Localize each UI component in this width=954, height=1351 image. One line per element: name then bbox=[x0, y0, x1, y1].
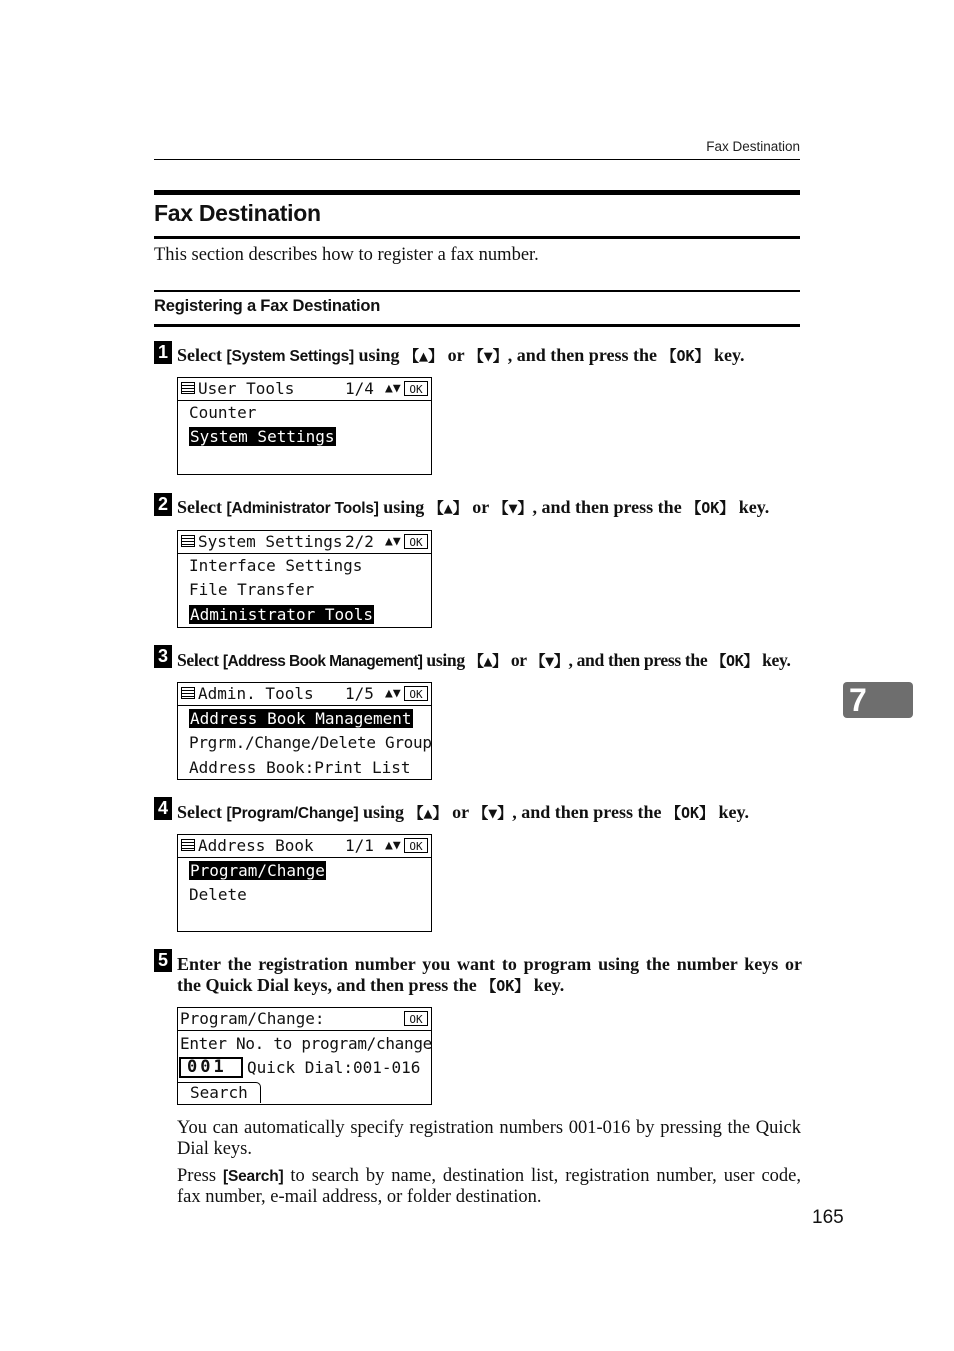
up-down-arrow-icon: ▲▼ bbox=[385, 534, 401, 549]
lcd-title: Admin. Tools bbox=[198, 684, 314, 703]
ok-key: 【OK】 bbox=[481, 977, 530, 995]
lcd-header bbox=[178, 683, 431, 706]
document-icon bbox=[181, 382, 195, 394]
document-icon bbox=[181, 535, 195, 547]
lcd-menu-item[interactable]: Counter bbox=[189, 403, 257, 422]
ok-key: 【OK】 bbox=[661, 347, 710, 365]
lcd-ok-button[interactable]: OK bbox=[404, 381, 428, 396]
up-key: 【▲】 bbox=[408, 804, 448, 822]
section-top-rule bbox=[154, 190, 800, 195]
menu-keyword: [System Settings] bbox=[226, 348, 355, 365]
down-key: 【▼】 bbox=[473, 804, 513, 822]
lcd-ok-button[interactable]: OK bbox=[404, 838, 428, 853]
lcd-menu-item-selected[interactable]: Administrator Tools bbox=[190, 605, 374, 624]
document-icon bbox=[181, 839, 195, 851]
up-key: 【▲】 bbox=[428, 499, 468, 517]
search-keyword: [Search] bbox=[223, 1168, 284, 1185]
subsection-title: Registering a Fax Destination bbox=[154, 297, 381, 315]
step-number: 4 bbox=[154, 797, 172, 820]
note-paragraph: Press [Search] to search by name, destination list, registration number, user code, fax number, e-mail address, or folder destination. bbox=[177, 1166, 802, 1207]
up-down-arrow-icon: ▲▼ bbox=[385, 686, 401, 701]
step-number: 2 bbox=[154, 493, 172, 516]
lcd-menu-item[interactable]: File Transfer bbox=[189, 580, 315, 599]
quick-dial-range: Quick Dial:001-016 bbox=[247, 1058, 421, 1077]
lcd-menu-item[interactable]: Address Book:Print List bbox=[189, 758, 411, 777]
step-number: 5 bbox=[154, 949, 172, 972]
lcd-ok-button[interactable]: OK bbox=[404, 534, 428, 549]
registration-number-field[interactable]: 001 bbox=[179, 1057, 243, 1078]
section-intro: This section describes how to register a fax number. bbox=[154, 245, 539, 265]
page-number: 165 bbox=[812, 1207, 844, 1228]
lcd-screen bbox=[177, 1007, 432, 1105]
ok-key: 【OK】 bbox=[665, 804, 715, 822]
lcd-menu-item[interactable]: Interface Settings bbox=[189, 556, 363, 575]
down-key: 【▼】 bbox=[493, 499, 533, 517]
lcd-page-indicator: 2/2 bbox=[345, 532, 374, 551]
step-instruction: Enter the registration number you want to program using the number keys or the Quick Dial keys, and then press the 【OK】 key. bbox=[177, 954, 802, 995]
lcd-prompt: Enter No. to program/change bbox=[180, 1034, 432, 1053]
down-key: 【▼】 bbox=[530, 652, 569, 670]
lcd-menu-item[interactable]: Delete bbox=[189, 885, 247, 904]
section-title: Fax Destination bbox=[154, 200, 321, 226]
lcd-title: User Tools bbox=[198, 379, 295, 398]
menu-keyword: [Administrator Tools] bbox=[226, 500, 379, 517]
up-key: 【▲】 bbox=[404, 347, 444, 365]
step-instruction: Select [Address Book Management] using 【▲】 or 【▼】, and then press the 【OK】 key. bbox=[177, 650, 791, 670]
chapter-tab: 7 bbox=[843, 682, 913, 718]
step-instruction: Select [Program/Change] using 【▲】 or 【▼】, and then press the 【OK】 key. bbox=[177, 802, 750, 822]
ok-key: 【OK】 bbox=[686, 499, 735, 517]
down-key: 【▼】 bbox=[468, 347, 508, 365]
lcd-menu-item[interactable]: Prgrm./Change/Delete Group bbox=[189, 733, 432, 752]
lcd-header bbox=[178, 835, 431, 858]
lcd-page-indicator: 1/1 bbox=[345, 836, 374, 855]
lcd-menu-item-selected[interactable]: Program/Change bbox=[190, 861, 325, 880]
lcd-screen bbox=[177, 377, 432, 475]
lcd-page-indicator: 1/5 bbox=[345, 684, 374, 703]
lcd-header bbox=[178, 1008, 431, 1031]
lcd-screen bbox=[177, 530, 432, 628]
lcd-header bbox=[178, 378, 431, 401]
step-instruction: Select [Administrator Tools] using 【▲】 or 【▼】, and then press the 【OK】 key. bbox=[177, 497, 770, 517]
lcd-menu-item-selected[interactable]: System Settings bbox=[190, 427, 335, 446]
lcd-screen bbox=[177, 834, 432, 932]
lcd-title: System Settings bbox=[198, 532, 343, 551]
lcd-page-indicator: 1/4 bbox=[345, 379, 374, 398]
subsection-top-rule bbox=[154, 290, 800, 292]
search-button[interactable]: Search bbox=[178, 1082, 261, 1103]
lcd-header bbox=[178, 531, 431, 554]
ok-key: 【OK】 bbox=[711, 652, 759, 670]
note-paragraph: You can automatically specify registration numbers 001-016 by pressing the Quick Dial keys. bbox=[177, 1118, 801, 1159]
step-instruction: Select [System Settings] using 【▲】 or 【▼】, and then press the 【OK】 key. bbox=[177, 345, 745, 365]
up-down-arrow-icon: ▲▼ bbox=[385, 838, 401, 853]
subsection-bottom-rule bbox=[154, 324, 800, 327]
document-icon bbox=[181, 687, 195, 699]
lcd-title: Address Book bbox=[198, 836, 314, 855]
lcd-ok-button[interactable]: OK bbox=[404, 1011, 428, 1026]
lcd-menu-item-selected[interactable]: Address Book Management bbox=[190, 709, 412, 728]
up-key: 【▲】 bbox=[468, 652, 507, 670]
step-number: 1 bbox=[154, 341, 172, 364]
menu-keyword: [Address Book Management] bbox=[222, 653, 423, 670]
up-down-arrow-icon: ▲▼ bbox=[385, 381, 401, 396]
running-header: Fax Destination bbox=[706, 139, 800, 154]
section-bottom-rule bbox=[154, 236, 800, 239]
lcd-title: Program/Change: bbox=[180, 1009, 325, 1028]
lcd-ok-button[interactable]: OK bbox=[404, 686, 428, 701]
lcd-screen bbox=[177, 682, 432, 780]
menu-keyword: [Program/Change] bbox=[226, 805, 359, 822]
step-number: 3 bbox=[154, 645, 172, 668]
header-rule bbox=[154, 159, 800, 160]
